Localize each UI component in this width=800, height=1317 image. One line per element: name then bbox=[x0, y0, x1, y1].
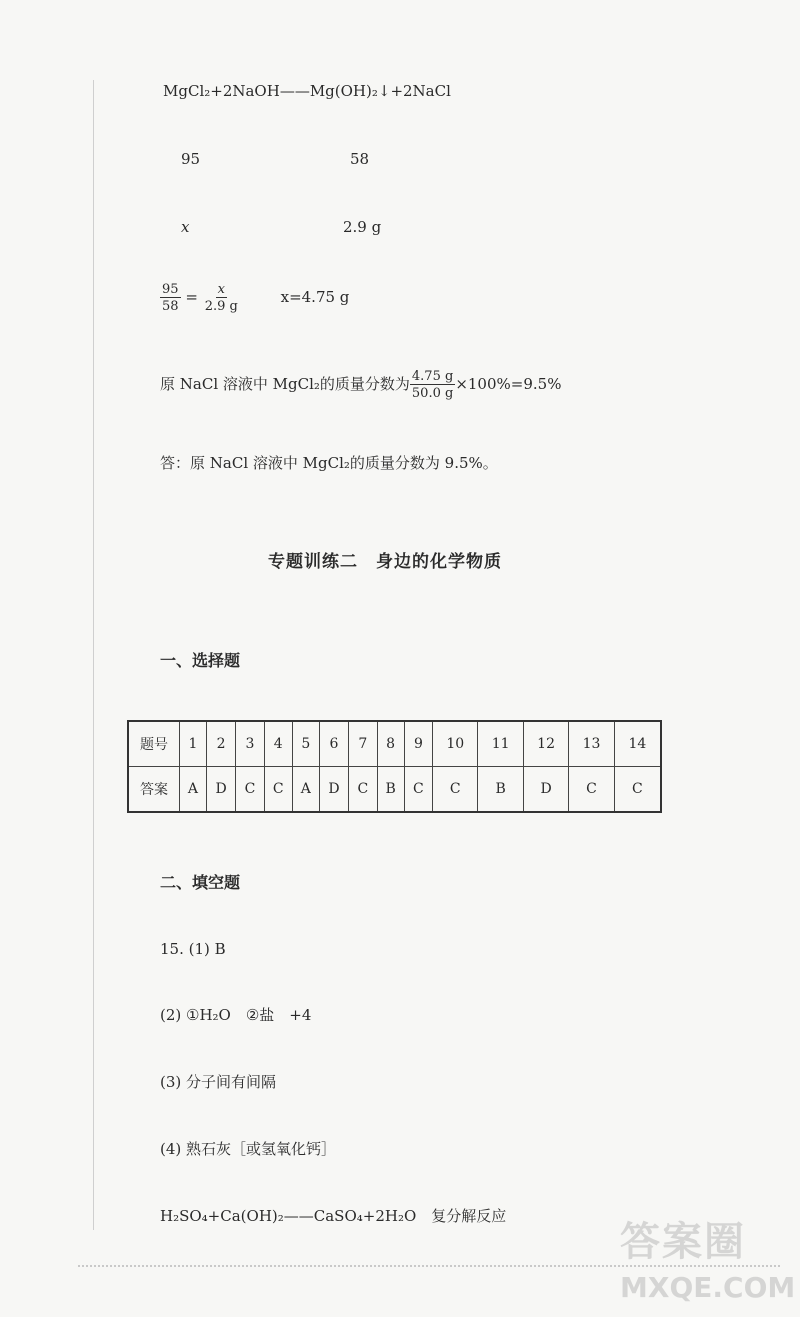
table-cell: 7 bbox=[349, 721, 377, 767]
table-cell: C bbox=[614, 767, 661, 813]
q15-line1: 15. (1) B bbox=[160, 940, 226, 958]
answer-line: 答：原 NaCl 溶液中 MgCl₂的质量分数为 9.5%。 bbox=[160, 454, 498, 472]
unknown-mass: x bbox=[181, 218, 190, 236]
watermark-logo: 答案圈 bbox=[620, 1219, 746, 1265]
molar-mass-right: 58 bbox=[350, 150, 370, 168]
table-cell: A bbox=[292, 767, 319, 813]
table-label: 题号 bbox=[128, 721, 180, 767]
table-cell: B bbox=[377, 767, 404, 813]
table-cell: 8 bbox=[377, 721, 404, 767]
ratio-left: $\frac{95}{58}$ bbox=[162, 282, 179, 314]
chemical-equation: MgCl₂+2NaOH——Mg(OH)₂↓+2NaCl bbox=[163, 82, 451, 100]
table-cell: D bbox=[206, 767, 236, 813]
part2-heading: 二、填空题 bbox=[160, 873, 241, 892]
table-cell: C bbox=[236, 767, 264, 813]
table-cell: C bbox=[404, 767, 432, 813]
part1-heading: 一、选择题 bbox=[160, 651, 241, 670]
table-cell: 12 bbox=[523, 721, 568, 767]
q15-line5: H₂SO₄+Ca(OH)₂——CaSO₄+2H₂O 复分解反应 bbox=[160, 1207, 507, 1225]
table-row bbox=[128, 721, 661, 767]
table-cell: 5 bbox=[292, 721, 319, 767]
table-cell: C bbox=[569, 767, 614, 813]
table-cell: 1 bbox=[180, 721, 207, 767]
known-mass: 2.9 g bbox=[343, 218, 382, 236]
section-title: 专题训练二 身边的化学物质 bbox=[268, 552, 502, 572]
table-cell: 4 bbox=[264, 721, 292, 767]
table-cell: C bbox=[264, 767, 292, 813]
table-cell: D bbox=[523, 767, 568, 813]
molar-mass-left: 95 bbox=[181, 150, 201, 168]
table-row bbox=[128, 767, 661, 813]
mass-fraction: $\frac{4.75 g}{50.0 g}$ bbox=[411, 369, 454, 401]
table-cell: 14 bbox=[614, 721, 661, 767]
ratio-expression: $\frac{95}{58}$ = $\frac{x}{2.9 g}$ x=4.75 g bbox=[162, 282, 350, 314]
table-cell: B bbox=[478, 767, 523, 813]
table-cell: 13 bbox=[569, 721, 614, 767]
ratio-result: x=4.75 g bbox=[280, 288, 350, 306]
q15-line2: (2) ①H₂O ②盐 +4 bbox=[160, 1006, 312, 1024]
answer-table bbox=[127, 720, 662, 813]
watermark bbox=[620, 1210, 796, 1305]
table-cell: C bbox=[349, 767, 377, 813]
q15-line3: (3) 分子间有间隔 bbox=[160, 1073, 277, 1091]
table-cell: 9 bbox=[404, 721, 432, 767]
table-cell: 2 bbox=[206, 721, 236, 767]
watermark-url: MXQE.COM bbox=[620, 1271, 796, 1304]
table-cell: C bbox=[433, 767, 478, 813]
q15-line4: (4) 熟石灰［或氢氧化钙］ bbox=[160, 1140, 337, 1158]
table-cell: 3 bbox=[236, 721, 264, 767]
table-cell: 10 bbox=[433, 721, 478, 767]
mass-fraction-line: 原 NaCl 溶液中 MgCl₂的质量分数为 $\frac{4.75 g}{50.0 g}$ ×100%=9.5% bbox=[160, 369, 562, 401]
table-cell: A bbox=[180, 767, 207, 813]
margin-line bbox=[93, 80, 94, 1230]
table-label: 答案 bbox=[128, 767, 180, 813]
table-cell: 6 bbox=[319, 721, 349, 767]
ratio-right: $\frac{x}{2.9 g}$ bbox=[204, 282, 238, 314]
table-cell: 11 bbox=[478, 721, 523, 767]
table-cell: D bbox=[319, 767, 349, 813]
